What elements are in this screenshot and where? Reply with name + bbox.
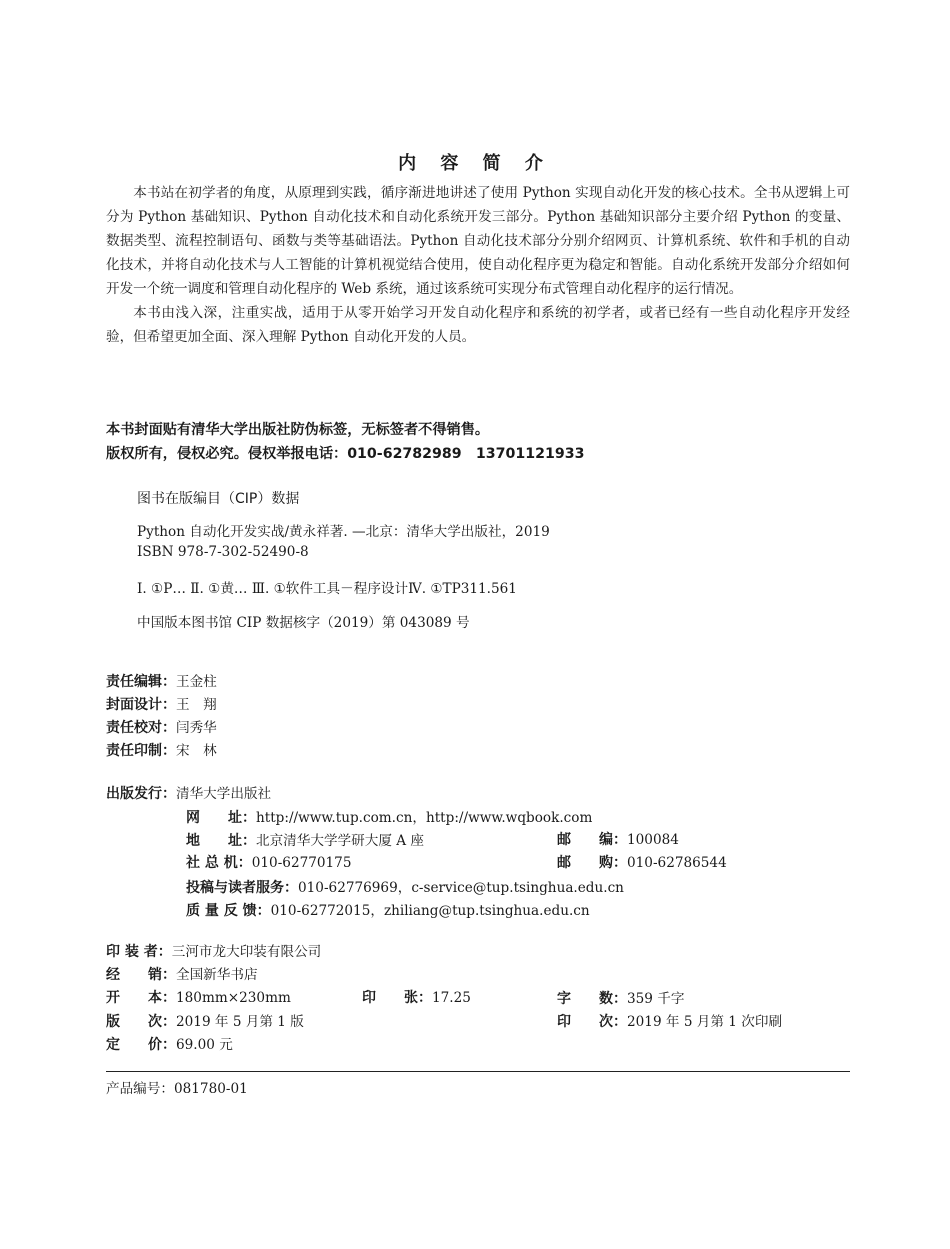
- price-label: 定 价：: [106, 1037, 176, 1053]
- staff-value: 王 翔: [176, 697, 217, 713]
- price-value: 69.00 元: [176, 1037, 233, 1053]
- quality-value: 010-62772015，zhiliang@tup.tsinghua.edu.cn: [270, 903, 590, 919]
- website-label: 网 址：: [186, 810, 256, 826]
- publisher-name: 清华大学出版社: [176, 786, 272, 802]
- impression-label: 印 次：: [557, 1014, 627, 1030]
- address-label: 地 址：: [186, 833, 256, 849]
- switchboard-label: 社 总 机：: [186, 855, 252, 871]
- words-value: 359 千字: [627, 991, 685, 1007]
- price-row: [106, 1033, 233, 1054]
- distributor-row: [106, 963, 258, 984]
- words-label: 字 数：: [557, 991, 627, 1007]
- edition-row: [106, 1010, 304, 1031]
- impression-value: 2019 年 5 月第 1 次印刷: [627, 1014, 783, 1030]
- edition-label: 版 次：: [106, 1014, 176, 1030]
- staff-value: 闫秀华: [176, 720, 217, 736]
- distributor-value: 全国新华书店: [176, 967, 258, 983]
- printer-value: 三河市龙大印装有限公司: [171, 944, 322, 960]
- staff-editor: [106, 670, 217, 691]
- impression-row: [557, 1010, 782, 1031]
- mailorder-value: 010-62786544: [627, 855, 727, 871]
- product-code: 产品编号：081780-01: [106, 1081, 248, 1097]
- intro-paragraph-1: 本书站在初学者的角度，从原理到实践，循序渐进地讲述了使用 Python 实现自动化开发的核心技术。全书从逻辑上可分为 Python 基础知识、Python 自动化技术和自动化系统开发三部分。Python 基础知识部分主要介绍 Python 的变量、数据类型、流程控制语句、函数与类等基础语法。Python 自动化技术部分分别介绍网页、计算机系统、软件和手机的自动化技术，并将自动化技术与人工智能的计算机视觉结合使用，使自动化程序更为稳定和智能。自动化系统开发部分介绍如何开发一个统一调度和管理自动化程序的 Web 系统，通过该系统可实现分布式管理自动化程序的运行情况。: [106, 185, 850, 297]
- distributor-label: 经 销：: [106, 967, 176, 983]
- postcode-value: 100084: [627, 832, 679, 848]
- switchboard-value: 010-62770175: [251, 855, 352, 871]
- staff-label: 责任印制：: [106, 743, 176, 759]
- cip-title-line: Python 自动化开发实战/黄永祥著. —北京：清华大学出版社，2019: [137, 524, 550, 540]
- cip-classification: Ⅰ. ①P… Ⅱ. ①黄… Ⅲ. ①软件工具－程序设计Ⅳ. ①TP311.561: [137, 581, 517, 597]
- edition-value: 2019 年 5 月第 1 版: [176, 1014, 304, 1030]
- sheets-value: 17.25: [432, 990, 471, 1006]
- staff-value: 宋 林: [176, 743, 217, 759]
- postcode-label: 邮 编：: [557, 832, 627, 848]
- publisher-address-row: [186, 829, 424, 850]
- publisher-quality-row: [186, 899, 590, 920]
- intro-paragraph-2: 本书由浅入深，注重实战，适用于从零开始学习开发自动化程序和系统的初学者，或者已经有一些自动化程序开发经验，但希望更加全面、深入理解 Python 自动化开发的人员。: [106, 305, 850, 345]
- publisher-switchboard-row: [186, 852, 351, 872]
- staff-cover-design: [106, 693, 217, 714]
- publisher-row: [106, 782, 271, 803]
- book-introduction: [106, 181, 850, 349]
- publisher-mailorder-row: [557, 852, 727, 872]
- sheets-label: 印 张：: [362, 990, 432, 1006]
- quality-label: 质 量 反 馈：: [186, 903, 271, 919]
- cip-record-number: 中国版本图书馆 CIP 数据核字（2019）第 043089 号: [137, 615, 470, 631]
- staff-label: 责任编辑：: [106, 674, 176, 690]
- format-value: 180mm×230mm: [176, 990, 291, 1006]
- website-value: http://www.tup.com.cn，http://www.wqbook.com: [256, 810, 593, 826]
- publisher-label: 出版发行：: [106, 786, 176, 802]
- format-row: [106, 987, 291, 1007]
- publisher-website-row: [186, 806, 592, 827]
- staff-value: 王金柱: [176, 674, 217, 690]
- staff-label: 封面设计：: [106, 697, 176, 713]
- publisher-service-row: [186, 876, 624, 897]
- mailorder-label: 邮 购：: [557, 855, 627, 871]
- cip-heading: 图书在版编目（CIP）数据: [137, 491, 300, 507]
- page-title: 内 容 简 介: [398, 153, 552, 174]
- publisher-postcode-row: [557, 829, 679, 849]
- divider: [106, 1071, 850, 1072]
- address-value: 北京清华大学学研大厦 A 座: [256, 833, 424, 849]
- copyright-notice: 版权所有，侵权必究。侵权举报电话：010-62782989 13701121933: [106, 446, 585, 462]
- service-value: 010-62776969，c-service@tup.tsinghua.edu.cn: [298, 880, 624, 896]
- anti-counterfeit-notice: 本书封面贴有清华大学出版社防伪标签，无标签者不得销售。: [106, 422, 490, 438]
- words-row: [557, 987, 684, 1008]
- staff-proofreader: [106, 716, 217, 737]
- service-label: 投稿与读者服务：: [186, 880, 298, 896]
- staff-label: 责任校对：: [106, 720, 176, 736]
- printer-label: 印 装 者：: [106, 944, 172, 960]
- staff-print-supervisor: [106, 739, 217, 760]
- cip-isbn: ISBN 978-7-302-52490-8: [137, 544, 309, 560]
- format-label: 开 本：: [106, 990, 176, 1006]
- sheets-row: [362, 987, 471, 1007]
- printer-row: [106, 940, 321, 961]
